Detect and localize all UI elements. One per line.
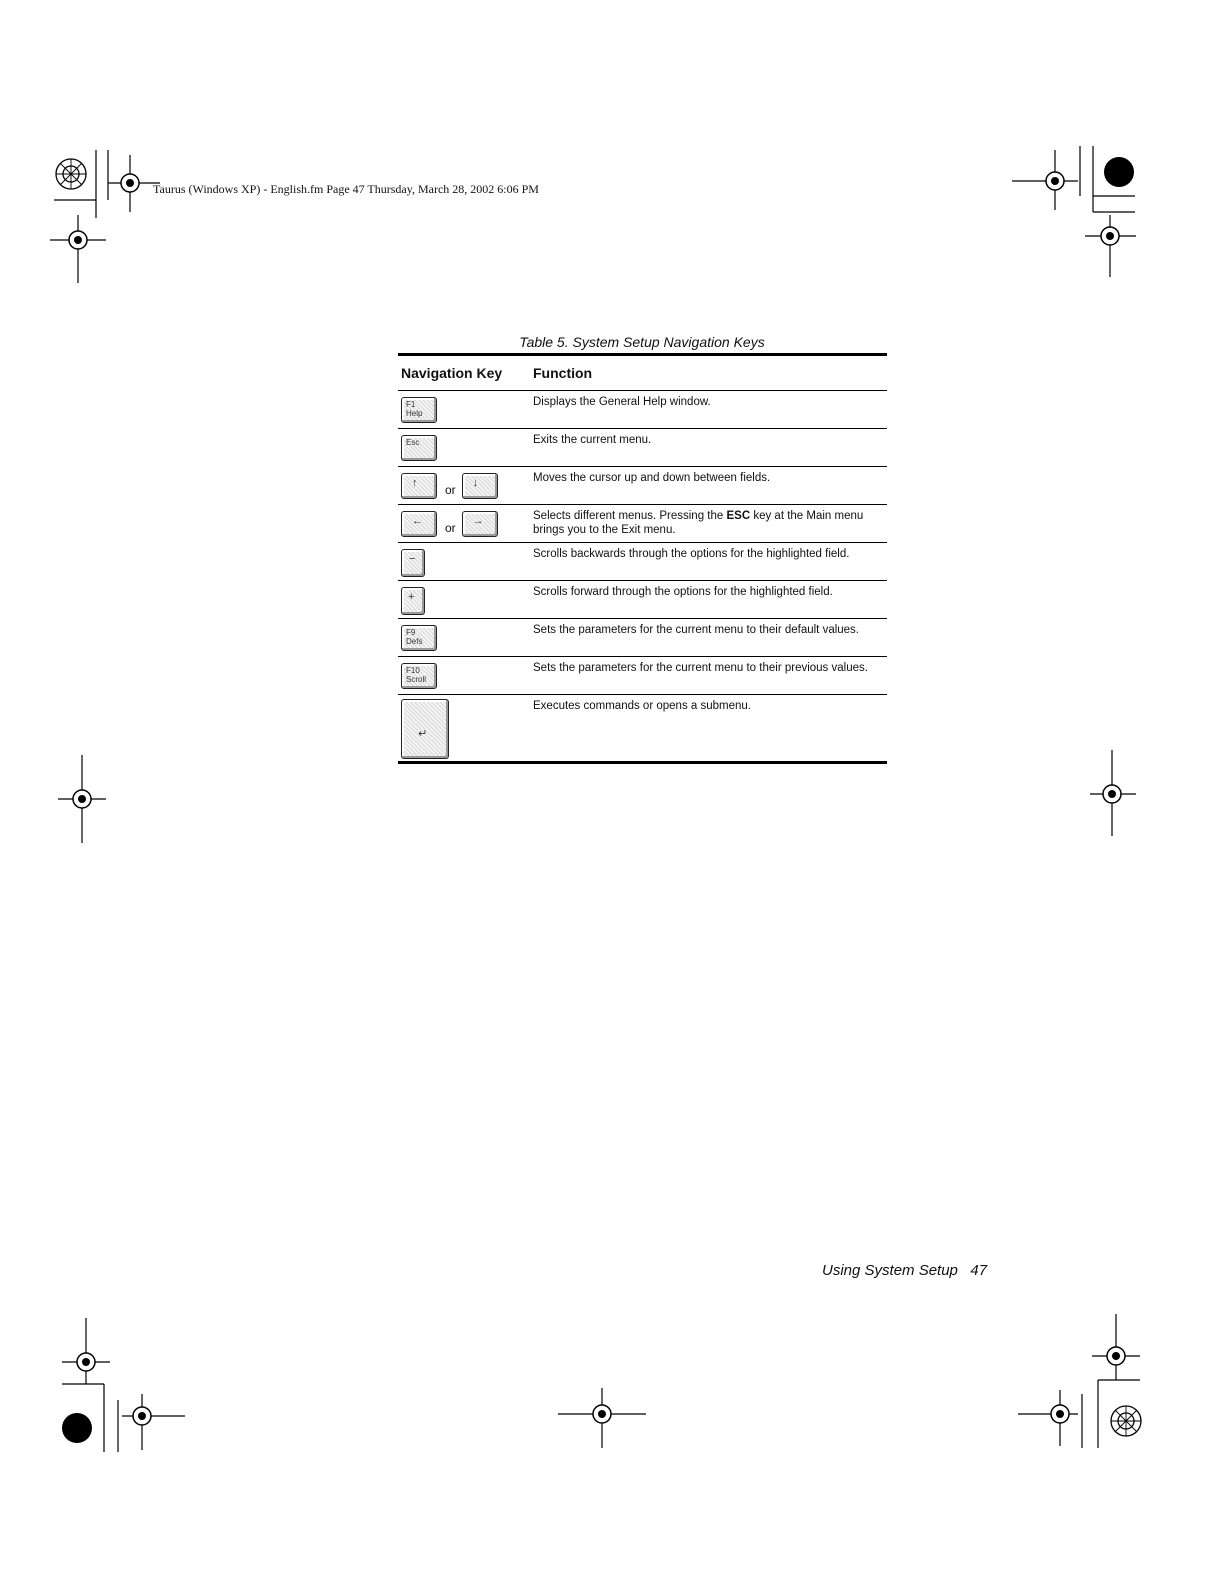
enter-key-icon: ↵ xyxy=(401,699,449,759)
plus-key-icon: + xyxy=(401,587,425,615)
table-row xyxy=(398,467,887,505)
table-row xyxy=(398,505,887,543)
minus-key-icon: − xyxy=(401,549,425,577)
header-function: Function xyxy=(533,365,593,381)
table-row xyxy=(398,391,887,429)
footer-page-number: 47 xyxy=(970,1262,988,1279)
esc-key-icon: Esc xyxy=(401,435,437,461)
f9-defaults-key-icon: F9 Defs xyxy=(401,625,437,651)
right-arrow-key-icon: → xyxy=(462,511,498,537)
table-row xyxy=(398,695,887,761)
navigation-keys-table xyxy=(398,353,887,764)
table-header-row xyxy=(398,356,887,391)
function-text xyxy=(533,505,887,542)
print-header: Taurus (Windows XP) - English.fm Page 47 Thursday, March 28, 2002 6:06 PM xyxy=(153,182,539,196)
table-row xyxy=(398,429,887,467)
esc-key-name: ESC xyxy=(726,510,751,522)
left-arrow-key-icon: ← xyxy=(401,511,437,537)
table-row xyxy=(398,619,887,657)
function-text: Executes commands or opens a submenu. xyxy=(533,700,751,712)
f1-help-key-icon: F1 Help xyxy=(401,397,437,423)
function-text-part: Selects different menus. Pressing the xyxy=(533,510,727,522)
function-text: Sets the parameters for the current menu to their default values. xyxy=(533,624,860,636)
function-text: Scrolls backwards through the options for the highlighted field. xyxy=(533,548,850,560)
function-text: Displays the General Help window. xyxy=(533,396,711,408)
f10-scroll-key-icon: F10 Scroll xyxy=(401,663,437,689)
table-caption: Table 5. System Setup Navigation Keys xyxy=(519,334,765,350)
page-footer xyxy=(822,1262,987,1279)
table-row xyxy=(398,543,887,581)
function-text-part: key at the Main menu brings you to the Exit menu. xyxy=(533,510,864,536)
function-text: Sets the parameters for the current menu to their previous values. xyxy=(533,662,868,674)
table-row xyxy=(398,581,887,619)
footer-section-title: Using System Setup xyxy=(822,1262,958,1279)
function-text: Scrolls forward through the options for the highlighted field. xyxy=(533,586,833,598)
or-label: or xyxy=(445,521,456,535)
down-arrow-key-icon: ↓ xyxy=(462,473,498,499)
up-arrow-key-icon: ↑ xyxy=(401,473,437,499)
function-text: Moves the cursor up and down between fields. xyxy=(533,472,771,484)
function-text: Exits the current menu. xyxy=(533,434,652,446)
table-row xyxy=(398,657,887,695)
header-navigation-key: Navigation Key xyxy=(401,365,503,381)
or-label: or xyxy=(445,483,456,497)
